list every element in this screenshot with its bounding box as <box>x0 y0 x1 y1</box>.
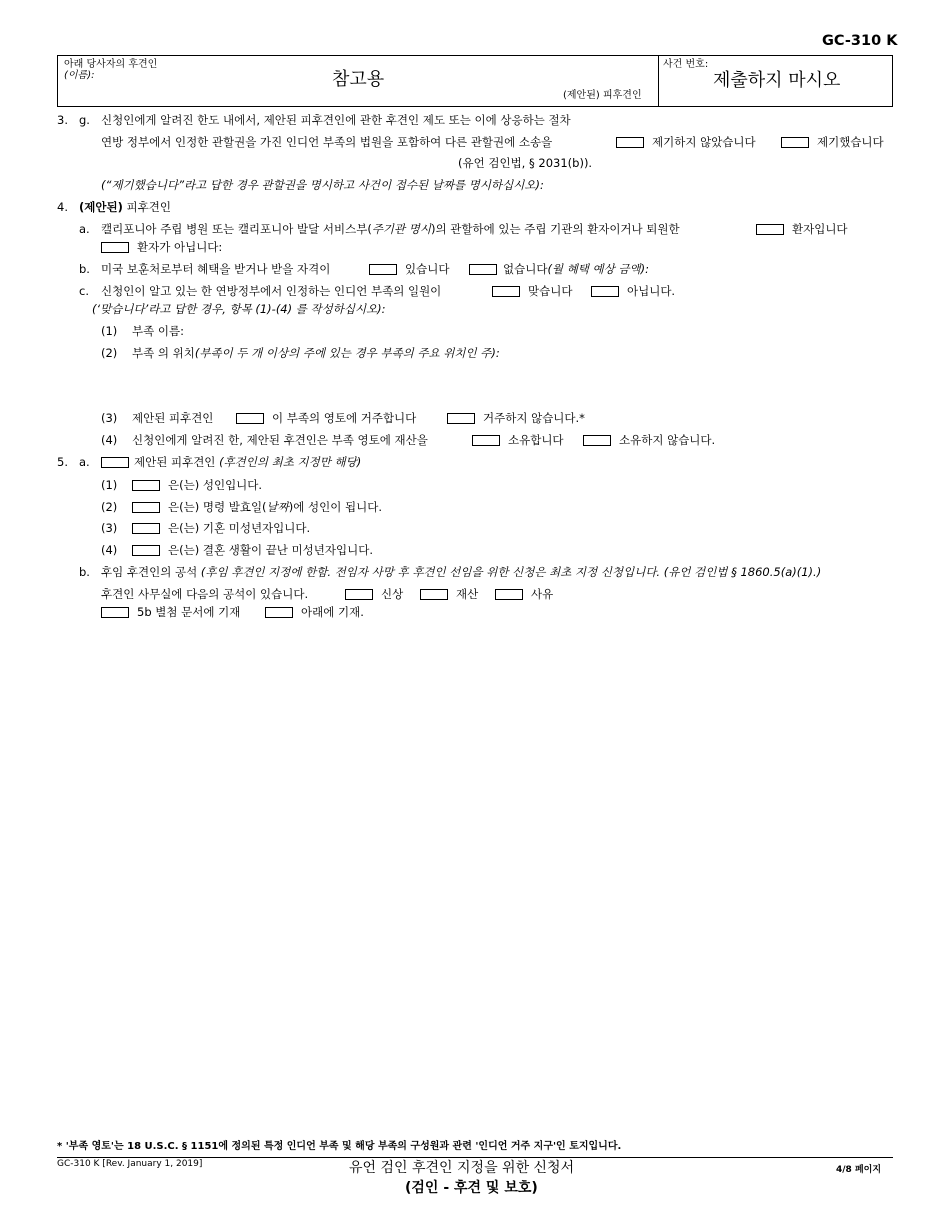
name-label: (이름): <box>64 70 95 81</box>
vacancy-reason-label: 사유 <box>531 587 554 601</box>
sec3-note: (“제기했습니다”라고 답한 경우 관할권을 명시하고 사건이 접수된 날짜를 명시하십시오): <box>101 178 544 192</box>
sec3-number: 3. <box>57 113 68 127</box>
vacancy-estate-checkbox[interactable] <box>420 589 448 600</box>
sec5a-letter: a. <box>79 455 90 469</box>
filed-checkbox[interactable] <box>781 137 809 148</box>
owns-checkbox[interactable] <box>472 435 500 446</box>
married-minor-label: 은(는) 기혼 미성년자입니다. <box>168 521 311 535</box>
sec3-line1: 신청인에게 알려진 한도 내에서, 제안된 피후견인에 관한 후견인 제도 또는 이에 상응하는 절차 <box>101 113 571 127</box>
not-patient-checkbox[interactable] <box>101 242 129 253</box>
footer-rule <box>57 1157 893 1158</box>
becomes-adult-label: 은(는) 명령 발효일(날짜)에 성인이 됩니다. <box>168 500 382 514</box>
not-resides-label: 거주하지 않습니다.* <box>483 411 585 425</box>
not-filed-checkbox[interactable] <box>616 137 644 148</box>
resides-label: 이 부족의 영토에 거주합니다 <box>272 411 417 425</box>
vacancy-person-checkbox[interactable] <box>345 589 373 600</box>
becomes-adult-checkbox[interactable] <box>132 502 160 513</box>
married-minor-checkbox[interactable] <box>132 523 160 534</box>
sec5-number: 5. <box>57 455 68 469</box>
tribe-yes-label: 맞습니다 <box>528 284 573 298</box>
sec4c-text: 신청인이 알고 있는 한 연방정부에서 인정하는 인디언 부족의 일원이 <box>101 284 442 298</box>
sec3-citation: (유언 검인법, § 2031(b)). <box>458 156 593 170</box>
below-checkbox[interactable] <box>265 607 293 618</box>
sec3-line2: 연방 정부에서 인정한 관할권을 가진 인디언 부족의 법원을 포함하여 다른 관할권에 소송을 <box>101 135 553 149</box>
vacancy-line2: 후견인 사무실에 다음의 공석이 있습니다. <box>101 587 309 601</box>
adult-checkbox[interactable] <box>132 480 160 491</box>
tribe-no-checkbox[interactable] <box>591 286 619 297</box>
sec4-number: 4. <box>57 200 68 214</box>
sec4c-letter: c. <box>79 284 89 298</box>
ward-label: (제안된) 피후견인 <box>563 90 642 101</box>
case-number-label: 사건 번호: <box>663 59 709 70</box>
va-yes-checkbox[interactable] <box>369 264 397 275</box>
tribe-location-label: 부족 의 위치(부족이 두 개 이상의 주에 있는 경우 부족의 주요 위치인 주): <box>132 346 500 360</box>
vacancy-text: 후임 후견인의 공석 (후임 후견인 지정에 한함. 전임자 사망 후 후견인 선임을 위한 신청은 최초 지정 신청입니다. (유언 검인법 § 1860.5(a)(1).) <box>101 565 822 579</box>
sec4a-text: 캘리포니아 주립 병원 또는 캘리포니아 발달 서비스부(주기관 명시)의 관할하에 있는 주립 기관의 환자이거나 퇴원한 <box>101 222 680 236</box>
sec4c-note: (‘맞습니다’라고 답한 경우, 항목 (1)-(4) 를 작성하십시오): <box>92 302 386 316</box>
not-resides-checkbox[interactable] <box>447 413 475 424</box>
party-label: 아래 당사자의 후견인 <box>64 59 158 70</box>
va-no-label: 없습니다(월 혜택 예상 금액): <box>503 262 650 276</box>
form-title: 유언 검인 후견인 지정을 위한 신청서 <box>349 1160 575 1176</box>
form-id: GC-310 K <box>822 33 898 49</box>
page-number: 4/8 페이지 <box>836 1165 882 1175</box>
sec4a-letter: a. <box>79 222 90 236</box>
is-patient-label: 환자입니다 <box>792 222 848 236</box>
va-no-checkbox[interactable] <box>469 264 497 275</box>
va-yes-label: 있습니다 <box>405 262 450 276</box>
property-text: 신청인에게 알려진 한, 제안된 후견인은 부족 영토에 재산을 <box>132 433 428 447</box>
tribe-name-label: 부족 이름: <box>132 324 184 338</box>
item-number: (1) <box>101 324 118 338</box>
below-label: 아래에 기재. <box>301 605 364 619</box>
vacancy-person-label: 신상 <box>381 587 404 601</box>
resides-text: 제안된 피후견인 <box>132 411 214 425</box>
form-subtitle: (검인 - 후견 및 보호) <box>405 1180 538 1196</box>
revision-date: GC-310 K [Rev. January 1, 2019] <box>57 1159 203 1169</box>
vacancy-reason-checkbox[interactable] <box>495 589 523 600</box>
sec4-heading: (제안된) 피후견인 <box>79 200 171 214</box>
adult-label: 은(는) 성인입니다. <box>168 478 263 492</box>
item-number: (3) <box>101 411 118 425</box>
tribe-no-label: 아닙니다. <box>627 284 676 298</box>
item-number: (4) <box>101 433 118 447</box>
filed-label: 제기했습니다 <box>817 135 884 149</box>
sec3-letter: g. <box>79 113 90 127</box>
vacancy-estate-label: 재산 <box>456 587 479 601</box>
marriage-ended-checkbox[interactable] <box>132 545 160 556</box>
attachment-checkbox[interactable] <box>101 607 129 618</box>
item-number: (2) <box>101 346 118 360</box>
marriage-ended-label: 은(는) 결혼 생활이 끝난 미성년자입니다. <box>168 543 373 557</box>
sec4b-letter: b. <box>79 262 90 276</box>
item-number: (2) <box>101 500 118 514</box>
footnote: * '부족 영토'는 18 U.S.C. § 1151에 정의된 특정 인디언 부족 및 해당 부족의 구성원과 관련 '인디언 거주 지구'인 토지입니다. <box>57 1141 622 1152</box>
sec4b-text: 미국 보훈처로부터 혜택을 받거나 받을 자격이 <box>101 262 331 276</box>
sec5b-letter: b. <box>79 565 90 579</box>
item-number: (1) <box>101 478 118 492</box>
not-owns-label: 소유하지 않습니다. <box>619 433 716 447</box>
item-number: (4) <box>101 543 118 557</box>
attachment-label: 5b 별첨 문서에 기재 <box>137 605 241 619</box>
not-owns-checkbox[interactable] <box>583 435 611 446</box>
not-filed-label: 제기하지 않았습니다 <box>652 135 756 149</box>
tribe-yes-checkbox[interactable] <box>492 286 520 297</box>
proposed-ward-checkbox[interactable] <box>101 457 129 468</box>
resides-checkbox[interactable] <box>236 413 264 424</box>
is-patient-checkbox[interactable] <box>756 224 784 235</box>
owns-label: 소유합니다 <box>508 433 564 447</box>
caption-divider <box>658 55 659 107</box>
do-not-file: 제출하지 마시오 <box>713 70 841 91</box>
reference-only: 참고용 <box>332 69 385 90</box>
item-number: (3) <box>101 521 118 535</box>
proposed-ward-label: 제안된 피후견인 (후견인의 최초 지정만 해당) <box>134 455 362 469</box>
not-patient-label: 환자가 아닙니다: <box>137 240 223 254</box>
